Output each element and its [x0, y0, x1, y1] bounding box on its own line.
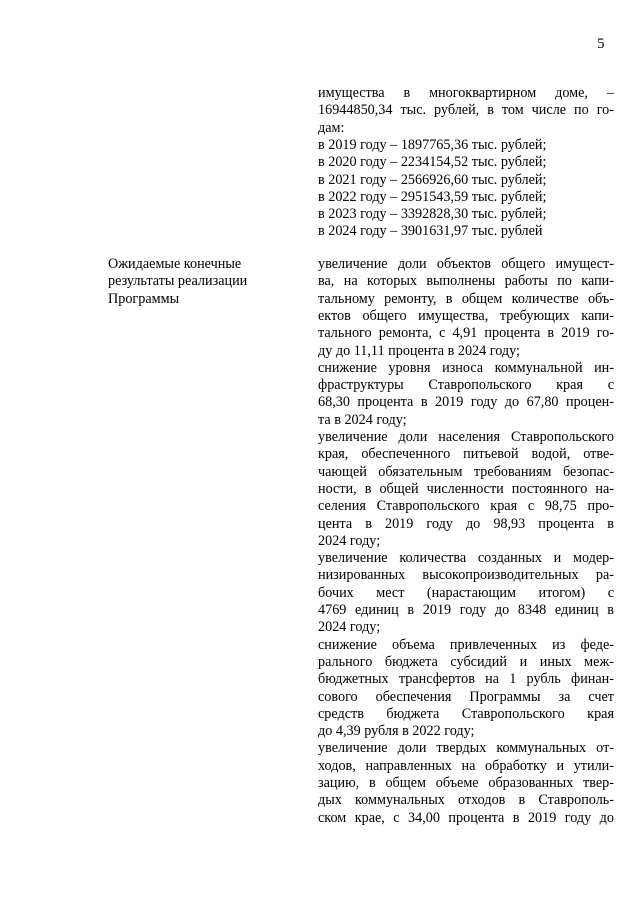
result-line: увеличение доли населения Ставропольского: [318, 429, 614, 445]
results-label-line: Ожидаемые конечные: [108, 256, 242, 272]
result-line: края, обеспеченного питьевой водой, отве-: [318, 446, 614, 463]
result-line: ектов общего имущества, требующих капи-: [318, 307, 614, 324]
result-line: бочих мест (нарастающим итогом) с: [318, 584, 614, 601]
result-line: дых коммунальных отходов в Ставрополь-: [318, 792, 614, 809]
results-label-line: результаты реализации: [108, 273, 248, 290]
result-line: 68,30 процента в 2019 году до 67,80 процен-: [318, 394, 614, 411]
result-line: сового обеспечения Программы за счет: [318, 688, 614, 705]
result-line: тального ремонта, с 4,91 процента в 2019 го-: [318, 325, 614, 342]
financing-line: в 2021 году – 2566926,60 тыс. рублей;: [318, 171, 547, 188]
financing-line: в 2024 году – 3901631,97 тыс. рублей: [318, 223, 543, 240]
result-line: цента в 2019 году до 98,93 процента в: [318, 515, 614, 532]
result-line: 4769 единиц в 2019 году до 8348 единиц в: [318, 602, 614, 618]
page-number: 5: [597, 36, 605, 52]
result-line: ности, в общей численности постоянного на-: [318, 480, 614, 497]
result-line: рального бюджета субсидий и иных меж-: [318, 653, 614, 670]
result-line: ва, на которых выполнены работы по капи-: [318, 273, 614, 290]
result-line: ходов, направленных на обработку и утили-: [318, 757, 614, 774]
result-line: снижение объема привлеченных из феде-: [318, 636, 614, 653]
result-line: до 4,39 рубля в 2022 году;: [318, 723, 475, 740]
financing-line: в 2019 году – 1897765,36 тыс. рублей;: [318, 136, 547, 153]
financing-line: 16944850,34 тыс. рублей, в том числе по го-: [318, 102, 614, 119]
result-line: средств бюджета Ставропольского края: [318, 705, 614, 722]
result-line: фраструктуры Ставропольского края с: [318, 377, 614, 394]
result-line: 2024 году;: [318, 532, 381, 549]
financing-line: дам:: [318, 119, 345, 136]
result-line: увеличение количества созданных и модер-: [318, 550, 614, 567]
financing-line: в 2023 году – 3392828,30 тыс. рублей;: [318, 206, 547, 223]
result-line: тальному ремонту, в общем количестве объ-: [318, 290, 614, 307]
result-line: 2024 году;: [318, 619, 381, 636]
result-line: та в 2024 году;: [318, 411, 407, 428]
result-line: селения Ставропольского края с 98,75 про-: [318, 498, 614, 515]
financing-line: имущества в многоквартирном доме, –: [318, 85, 614, 101]
financing-line: в 2020 году – 2234154,52 тыс. рублей;: [318, 154, 547, 171]
results-label-line: Программы: [108, 290, 180, 307]
result-line: низированных высокопроизводительных ра-: [318, 567, 614, 584]
result-line: чающей обязательным требованиям безопас-: [318, 463, 614, 480]
result-line: увеличение доли твердых коммунальных от-: [318, 740, 614, 757]
result-line: зацию, в общем объеме образованных твер-: [318, 775, 614, 791]
result-line: ском крае, с 34,00 процента в 2019 году до: [318, 809, 614, 826]
result-line: снижение уровня износа коммунальной ин-: [318, 359, 614, 376]
result-line: бюджетных трансфертов на 1 рубль финан-: [318, 671, 614, 688]
financing-line: в 2022 году – 2951543,59 тыс. рублей;: [318, 188, 547, 205]
result-line: ду до 11,11 процента в 2024 году;: [318, 342, 520, 359]
result-line: увеличение доли объектов общего имущест-: [318, 256, 614, 272]
